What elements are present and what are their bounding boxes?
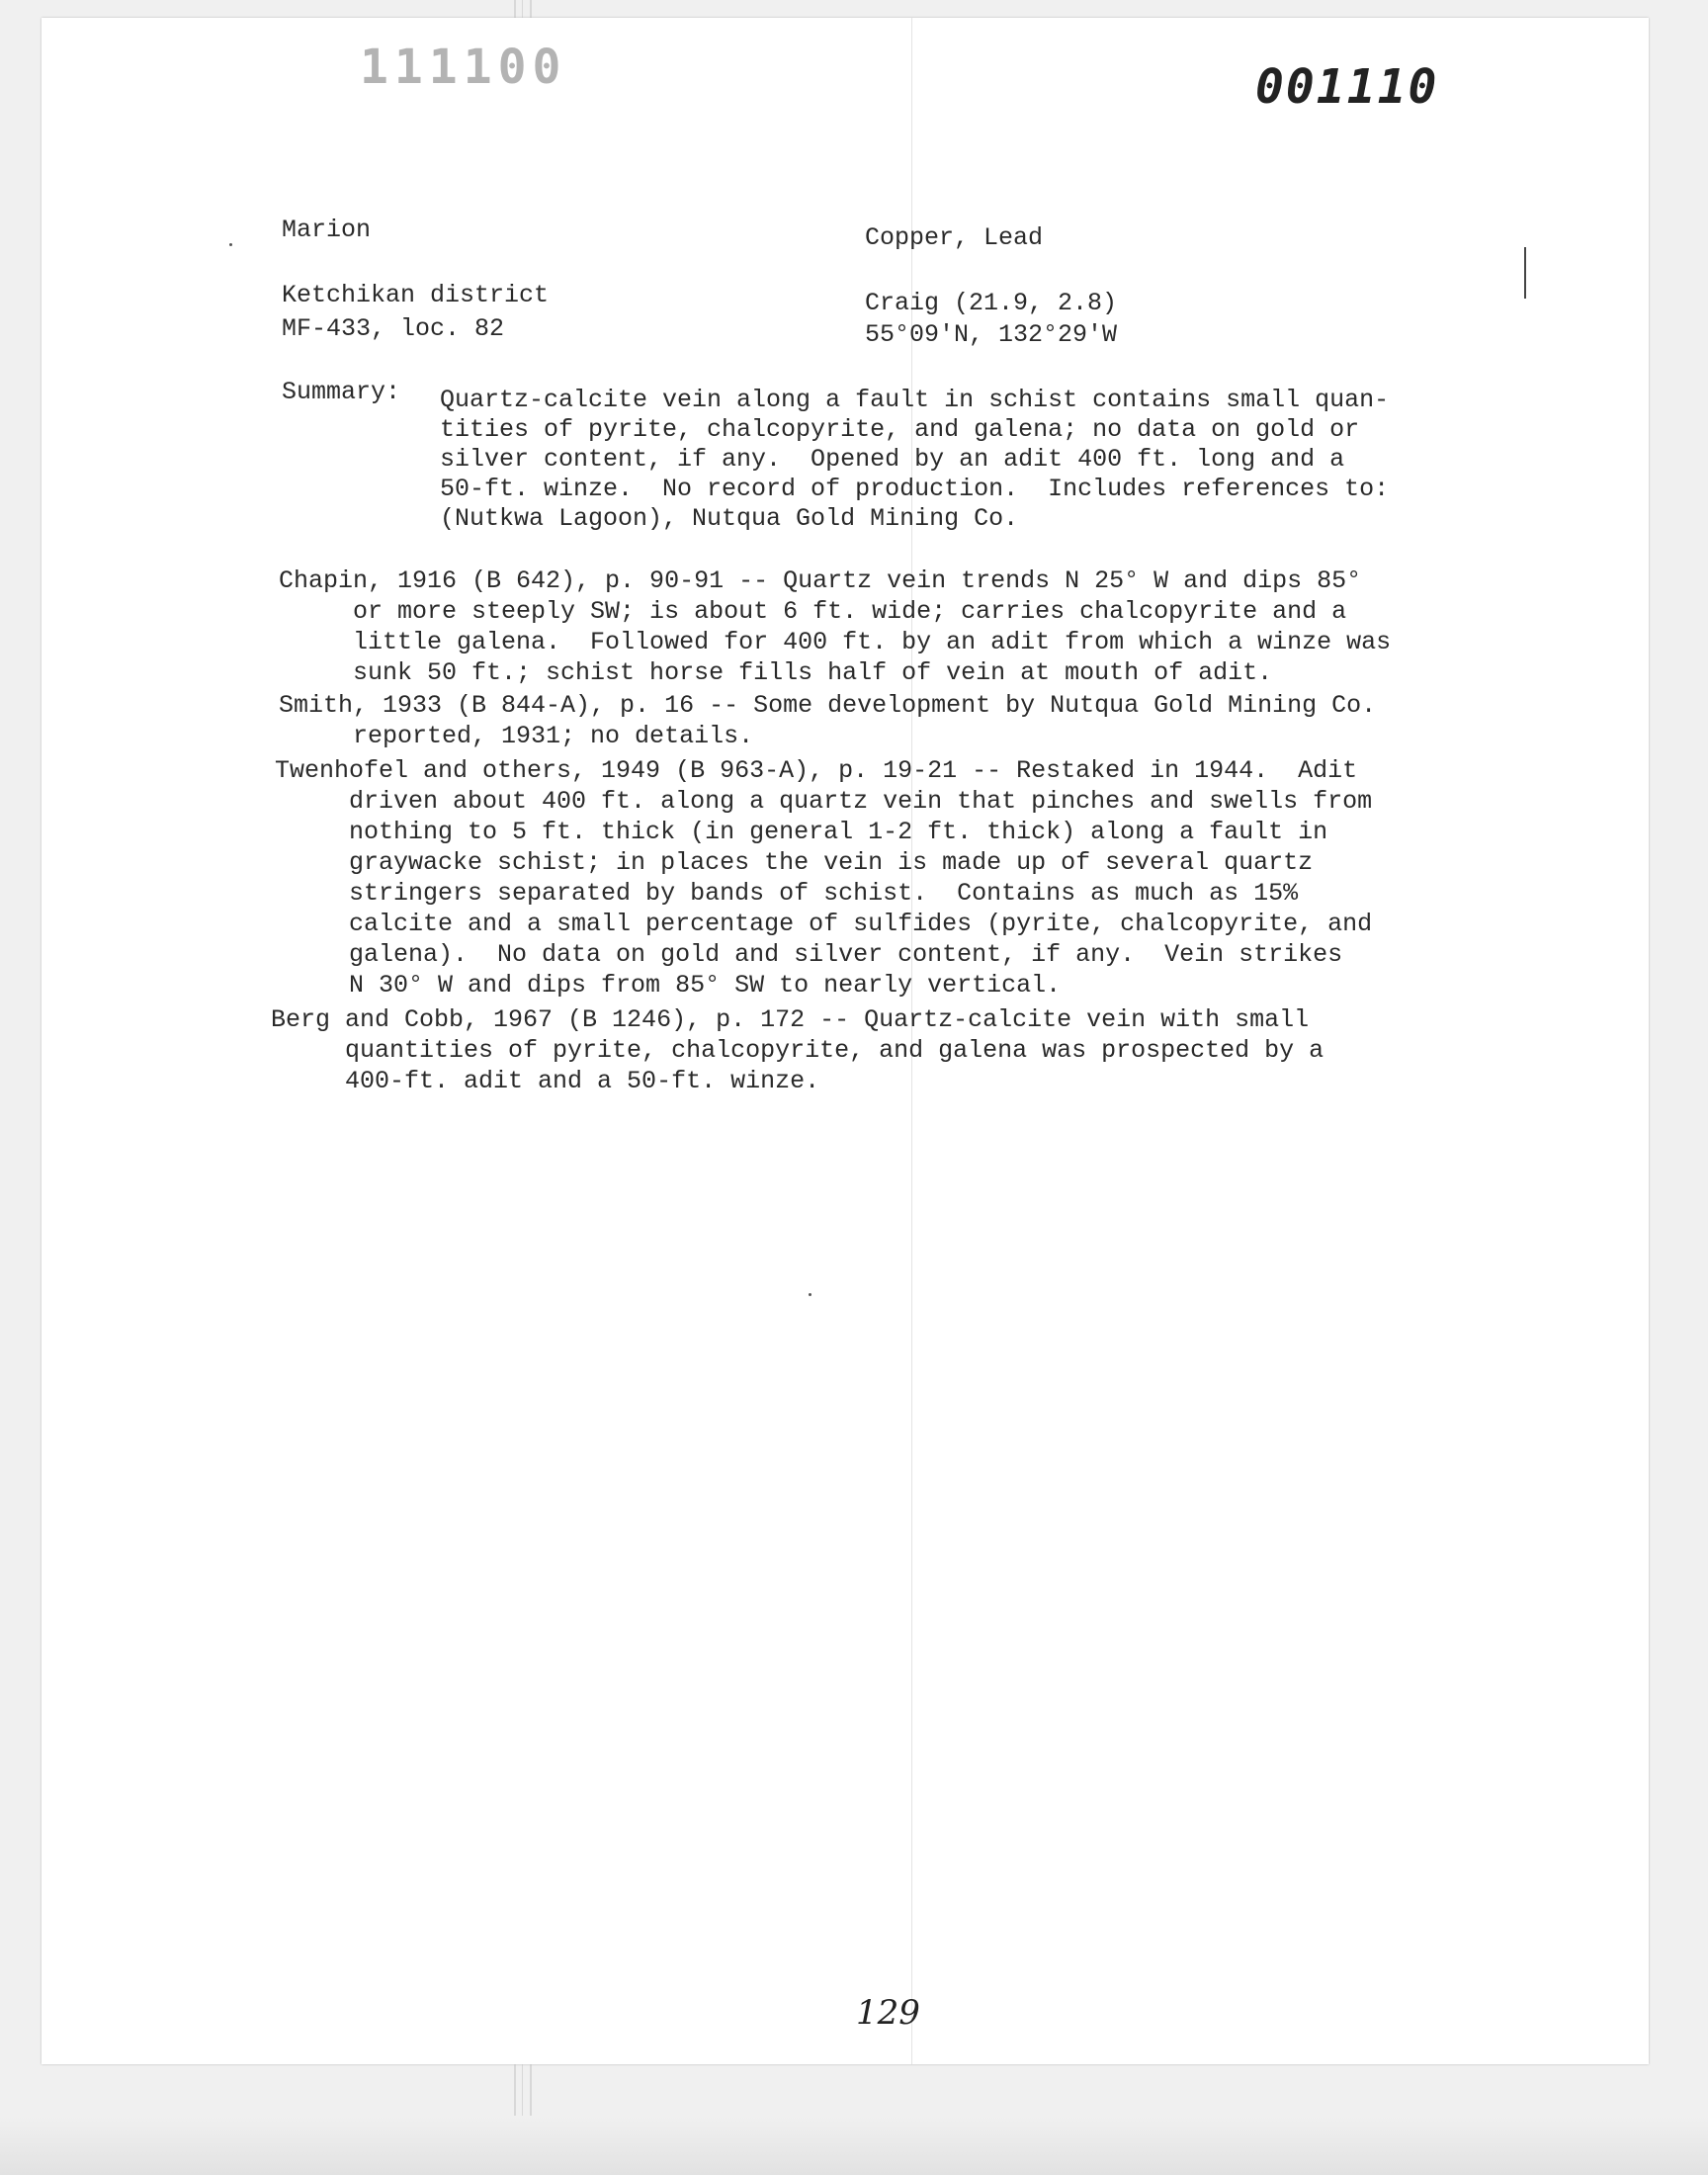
summary-line: 50-ft. winze. No record of production. Includes references to: <box>440 475 1390 503</box>
record-stamp-number: 001110 <box>1255 59 1439 115</box>
scan-margin <box>0 2116 1708 2175</box>
margin-mark <box>1524 247 1526 299</box>
summary-line: silver content, if any. Opened by an adit 400 ft. long and a <box>440 445 1345 474</box>
scan-speck <box>809 1293 811 1296</box>
reference-line: stringers separated by bands of schist. Contains as much as 15% <box>275 879 1299 908</box>
summary-line: Quartz-calcite vein along a fault in schist contains small quan- <box>440 386 1390 414</box>
deposit-name: Marion <box>282 216 372 244</box>
summary-label: Summary: <box>282 378 401 406</box>
scan-speck <box>229 243 232 246</box>
map-reference: MF-433, loc. 82 <box>282 314 505 343</box>
reference-line: Berg and Cobb, 1967 (B 1246), p. 172 -- Quartz-calcite vein with small <box>271 1005 1310 1034</box>
reference-line: or more steeply SW; is about 6 ft. wide; carries chalcopyrite and a <box>279 597 1347 626</box>
reference-line: calcite and a small percentage of sulfides (pyrite, chalcopyrite, and <box>275 910 1373 938</box>
summary-line: tities of pyrite, chalcopyrite, and galena; no data on gold or <box>440 415 1360 444</box>
reference-line: galena). No data on gold and silver content, if any. Vein strikes <box>275 940 1343 969</box>
reference-line: 400-ft. adit and a 50-ft. winze. <box>271 1067 820 1095</box>
reference-line: little galena. Followed for 400 ft. by an adit from which a winze was <box>279 628 1392 656</box>
reference-line: reported, 1931; no details. <box>279 722 754 750</box>
reference-line: quantities of pyrite, chalcopyrite, and galena was prospected by a <box>271 1036 1324 1065</box>
document-page <box>42 18 1649 2064</box>
reference-line: Twenhofel and others, 1949 (B 963-A), p. 19-21 -- Restaked in 1944. Adit <box>275 756 1358 785</box>
reference-line: Chapin, 1916 (B 642), p. 90-91 -- Quartz vein trends N 25° W and dips 85° <box>279 566 1362 595</box>
reference-line: N 30° W and dips from 85° SW to nearly vertical. <box>275 971 1062 1000</box>
district: Ketchikan district <box>282 281 550 309</box>
reference-line: graywacke schist; in places the vein is made up of several quartz <box>275 848 1314 877</box>
reference-line: driven about 400 ft. along a quartz vein that pinches and swells from <box>275 787 1373 816</box>
faint-stamp-number: 111100 <box>360 40 567 95</box>
coordinates: 55°09'N, 132°29'W <box>865 320 1118 349</box>
reference-line: sunk 50 ft.; schist horse fills half of vein at mouth of adit. <box>279 658 1273 687</box>
quadrangle: Craig (21.9, 2.8) <box>865 289 1118 317</box>
page-number: 129 <box>856 1993 920 2033</box>
reference-line: nothing to 5 ft. thick (in general 1-2 ft. thick) along a fault in <box>275 818 1328 846</box>
commodity: Copper, Lead <box>865 223 1044 252</box>
summary-line: (Nutkwa Lagoon), Nutqua Gold Mining Co. <box>440 504 1019 533</box>
reference-line: Smith, 1933 (B 844-A), p. 16 -- Some development by Nutqua Gold Mining Co. <box>279 691 1377 720</box>
